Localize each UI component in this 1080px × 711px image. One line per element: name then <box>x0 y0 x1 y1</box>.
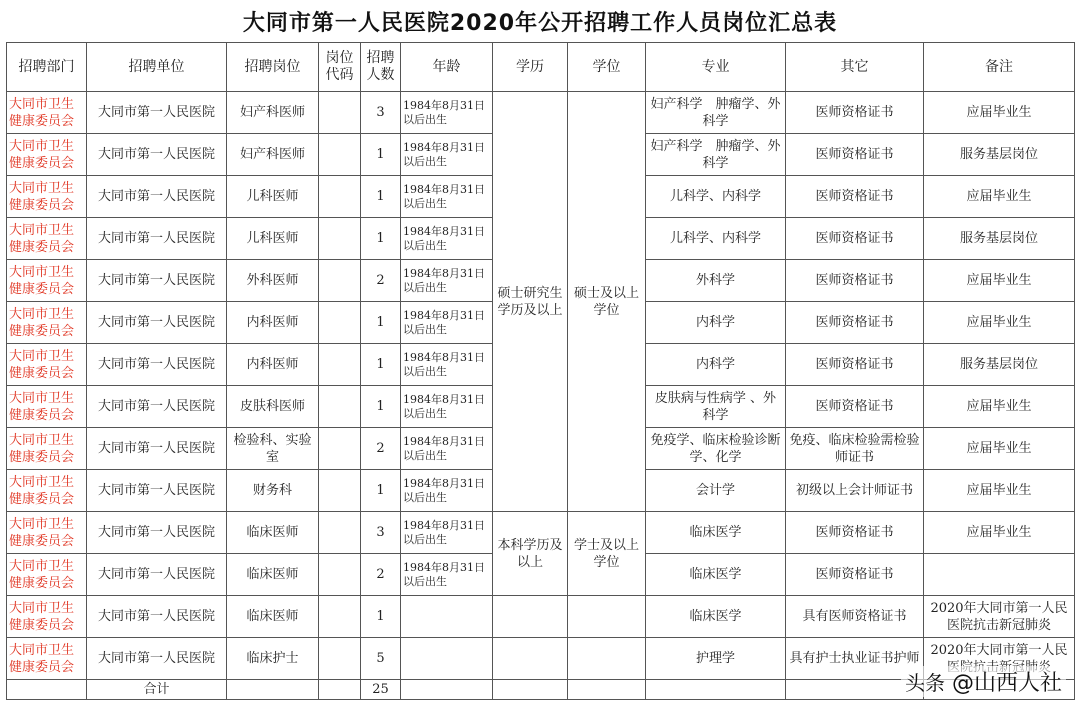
post-cell: 妇产科医师 <box>227 92 319 134</box>
header-note: 备注 <box>924 43 1075 92</box>
dept-cell: 大同市卫生健康委员会 <box>7 386 87 428</box>
degree-cell-master: 硕士及以上学位 <box>568 92 646 512</box>
major-cell: 妇产科学 肿瘤学、外科学 <box>646 134 786 176</box>
degree-cell <box>568 596 646 638</box>
note-cell <box>924 554 1075 596</box>
unit-cell: 大同市第一人民医院 <box>87 596 227 638</box>
header-age: 年龄 <box>401 43 493 92</box>
post-cell: 儿科医师 <box>227 218 319 260</box>
total-blank <box>227 680 319 700</box>
other-cell: 医师资格证书 <box>786 554 924 596</box>
table-row <box>7 596 1075 638</box>
note-cell: 2020年大同市第一人民 <box>924 638 1075 680</box>
major-cell: 会计学 <box>646 470 786 512</box>
age-cell: 1984年8月31日以后出生 <box>401 470 493 512</box>
post-cell: 财务科 <box>227 470 319 512</box>
age-cell <box>401 596 493 638</box>
dept-cell: 大同市卫生健康委员会 <box>7 428 87 470</box>
unit-cell: 大同市第一人民医院 <box>87 218 227 260</box>
unit-cell: 大同市第一人民医院 <box>87 176 227 218</box>
total-blank <box>7 680 87 700</box>
dept-cell: 大同市卫生健康委员会 <box>7 176 87 218</box>
note-cell: 应届毕业生 <box>924 92 1075 134</box>
other-cell: 医师资格证书 <box>786 512 924 554</box>
major-cell: 临床医学 <box>646 554 786 596</box>
major-cell: 外科学 <box>646 260 786 302</box>
age-cell: 1984年8月31日以后出生 <box>401 428 493 470</box>
age-cell: 1984年8月31日以后出生 <box>401 344 493 386</box>
major-cell: 儿科学、内科学 <box>646 176 786 218</box>
post-cell: 检验科、实验室 <box>227 428 319 470</box>
note-cell: 应届毕业生 <box>924 176 1075 218</box>
other-cell: 免疫、临床检验需检验师证书 <box>786 428 924 470</box>
note-cell: 应届毕业生 <box>924 428 1075 470</box>
watermark-logo: 头条 <box>904 671 945 695</box>
unit-cell: 大同市第一人民医院 <box>87 344 227 386</box>
other-cell: 医师资格证书 <box>786 176 924 218</box>
age-cell <box>401 638 493 680</box>
num-cell: 1 <box>361 596 401 638</box>
code-cell <box>319 428 361 470</box>
num-cell: 1 <box>361 470 401 512</box>
code-cell <box>319 596 361 638</box>
note-cell: 应届毕业生 <box>924 260 1075 302</box>
code-cell <box>319 260 361 302</box>
dept-cell: 大同市卫生健康委员会 <box>7 260 87 302</box>
code-cell <box>319 176 361 218</box>
unit-cell: 大同市第一人民医院 <box>87 554 227 596</box>
table-row <box>7 512 1075 554</box>
dept-cell: 大同市卫生健康委员会 <box>7 134 87 176</box>
edu-cell <box>493 596 568 638</box>
degree-cell <box>568 638 646 680</box>
num-cell: 2 <box>361 260 401 302</box>
edu-cell-master: 硕士研究生学历及以上 <box>493 92 568 512</box>
header-num: 招聘人数 <box>361 43 401 92</box>
dept-cell: 大同市卫生健康委员会 <box>7 302 87 344</box>
header-major: 专业 <box>646 43 786 92</box>
num-cell: 5 <box>361 638 401 680</box>
header-other: 其它 <box>786 43 924 92</box>
note-cell: 应届毕业生 <box>924 470 1075 512</box>
num-cell: 3 <box>361 512 401 554</box>
other-cell: 医师资格证书 <box>786 386 924 428</box>
total-blank <box>319 680 361 700</box>
other-cell: 医师资格证书 <box>786 260 924 302</box>
dept-cell: 大同市卫生健康委员会 <box>7 638 87 680</box>
num-cell: 1 <box>361 218 401 260</box>
note-cell: 应届毕业生 <box>924 386 1075 428</box>
age-cell: 1984年8月31日以后出生 <box>401 386 493 428</box>
code-cell <box>319 344 361 386</box>
major-cell: 皮肤病与性病学 、外科学 <box>646 386 786 428</box>
dept-cell: 大同市卫生健康委员会 <box>7 344 87 386</box>
num-cell: 1 <box>361 386 401 428</box>
code-cell <box>319 554 361 596</box>
unit-cell: 大同市第一人民医院 <box>87 428 227 470</box>
num-cell: 3 <box>361 92 401 134</box>
edu-cell <box>493 638 568 680</box>
note-cell: 2020年大同市第一人民医院抗击新冠肺炎 <box>924 596 1075 638</box>
post-cell: 临床医师 <box>227 554 319 596</box>
code-cell <box>319 302 361 344</box>
num-cell: 1 <box>361 134 401 176</box>
major-cell: 儿科学、内科学 <box>646 218 786 260</box>
code-cell <box>319 638 361 680</box>
note-cell: 应届毕业生 <box>924 512 1075 554</box>
header-unit: 招聘单位 <box>87 43 227 92</box>
total-blank <box>646 680 786 700</box>
header-code: 岗位代码 <box>319 43 361 92</box>
watermark <box>901 666 1066 697</box>
post-cell: 内科医师 <box>227 302 319 344</box>
other-cell: 医师资格证书 <box>786 134 924 176</box>
dept-cell: 大同市卫生健康委员会 <box>7 92 87 134</box>
major-cell: 护理学 <box>646 638 786 680</box>
dept-cell: 大同市卫生健康委员会 <box>7 554 87 596</box>
unit-cell: 大同市第一人民医院 <box>87 638 227 680</box>
code-cell <box>319 92 361 134</box>
post-cell: 临床医师 <box>227 512 319 554</box>
post-cell: 临床护士 <box>227 638 319 680</box>
other-cell: 具有护士执业证书护师 <box>786 638 924 680</box>
num-cell: 1 <box>361 344 401 386</box>
age-cell: 1984年8月31日以后出生 <box>401 512 493 554</box>
unit-cell: 大同市第一人民医院 <box>87 386 227 428</box>
num-cell: 2 <box>361 428 401 470</box>
unit-cell: 大同市第一人民医院 <box>87 470 227 512</box>
major-cell: 临床医学 <box>646 512 786 554</box>
post-cell: 内科医师 <box>227 344 319 386</box>
degree-cell-bachelor: 学士及以上学位 <box>568 512 646 596</box>
age-cell: 1984年8月31日以后出生 <box>401 134 493 176</box>
header-edu: 学历 <box>493 43 568 92</box>
major-cell: 免疫学、临床检验诊断学、化学 <box>646 428 786 470</box>
note-cell: 应届毕业生 <box>924 302 1075 344</box>
header-dept: 招聘部门 <box>7 43 87 92</box>
age-cell: 1984年8月31日以后出生 <box>401 92 493 134</box>
post-cell: 外科医师 <box>227 260 319 302</box>
num-cell: 1 <box>361 302 401 344</box>
major-cell: 妇产科学 肿瘤学、外科学 <box>646 92 786 134</box>
header-row <box>7 43 1075 92</box>
total-blank <box>568 680 646 700</box>
code-cell <box>319 512 361 554</box>
dept-cell: 大同市卫生健康委员会 <box>7 218 87 260</box>
edu-cell-bachelor: 本科学历及以上 <box>493 512 568 596</box>
post-cell: 妇产科医师 <box>227 134 319 176</box>
major-cell: 内科学 <box>646 302 786 344</box>
other-cell: 医师资格证书 <box>786 302 924 344</box>
post-cell: 儿科医师 <box>227 176 319 218</box>
post-cell: 皮肤科医师 <box>227 386 319 428</box>
age-cell: 1984年8月31日以后出生 <box>401 554 493 596</box>
header-degree: 学位 <box>568 43 646 92</box>
num-cell: 2 <box>361 554 401 596</box>
unit-cell: 大同市第一人民医院 <box>87 92 227 134</box>
num-cell: 1 <box>361 176 401 218</box>
code-cell <box>319 386 361 428</box>
note-cell: 服务基层岗位 <box>924 134 1075 176</box>
total-blank <box>493 680 568 700</box>
other-cell: 医师资格证书 <box>786 218 924 260</box>
post-cell: 临床医师 <box>227 596 319 638</box>
unit-cell: 大同市第一人民医院 <box>87 302 227 344</box>
code-cell <box>319 218 361 260</box>
other-cell: 医师资格证书 <box>786 344 924 386</box>
note-cell: 服务基层岗位 <box>924 344 1075 386</box>
age-cell: 1984年8月31日以后出生 <box>401 302 493 344</box>
table-row <box>7 92 1075 134</box>
unit-cell: 大同市第一人民医院 <box>87 260 227 302</box>
table-title: 大同市第一人民医院2020年公开招聘工作人员岗位汇总表 <box>242 11 838 36</box>
recruitment-table <box>6 42 1075 700</box>
age-cell: 1984年8月31日以后出生 <box>401 260 493 302</box>
dept-cell: 大同市卫生健康委员会 <box>7 512 87 554</box>
total-blank <box>401 680 493 700</box>
unit-cell: 大同市第一人民医院 <box>87 134 227 176</box>
total-label: 合计 <box>87 680 227 700</box>
major-cell: 内科学 <box>646 344 786 386</box>
dept-cell: 大同市卫生健康委员会 <box>7 596 87 638</box>
watermark-text: @山西人社 <box>951 671 1062 696</box>
other-cell: 初级以上会计师证书 <box>786 470 924 512</box>
note-cell: 服务基层岗位 <box>924 218 1075 260</box>
total-num: 25 <box>361 680 401 700</box>
age-cell: 1984年8月31日以后出生 <box>401 176 493 218</box>
major-cell: 临床医学 <box>646 596 786 638</box>
dept-cell: 大同市卫生健康委员会 <box>7 470 87 512</box>
code-cell <box>319 134 361 176</box>
unit-cell: 大同市第一人民医院 <box>87 512 227 554</box>
age-cell: 1984年8月31日以后出生 <box>401 218 493 260</box>
code-cell <box>319 470 361 512</box>
other-cell: 具有医师资格证书 <box>786 596 924 638</box>
other-cell: 医师资格证书 <box>786 92 924 134</box>
header-post: 招聘岗位 <box>227 43 319 92</box>
